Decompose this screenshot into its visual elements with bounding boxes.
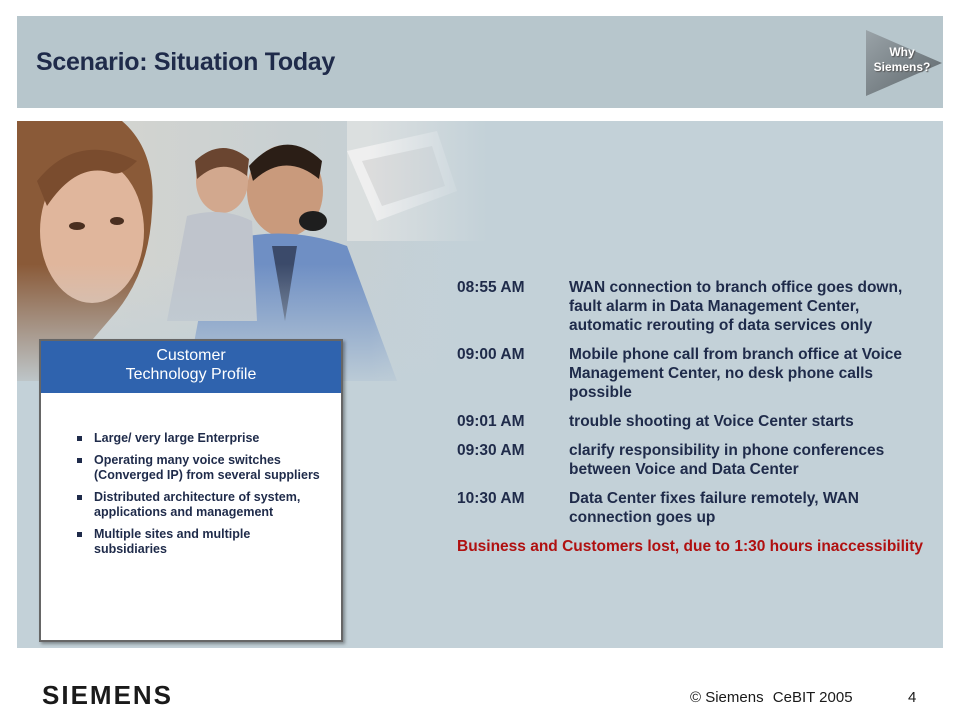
timeline-text: Mobile phone call from branch office at Voice Management Center, no desk phone calls possible bbox=[569, 346, 903, 401]
timeline-conclusion: Business and Customers lost, due to 1:30 hours inaccessibility bbox=[457, 538, 923, 555]
timeline-time: 09:01 AM bbox=[457, 413, 525, 430]
customer-profile-box bbox=[39, 339, 343, 642]
why-siemens-button[interactable] bbox=[862, 28, 944, 98]
profile-heading: Customer Technology Profile bbox=[41, 341, 341, 393]
timeline-entry bbox=[457, 489, 927, 527]
timeline-text: Data Center fixes failure remotely, WAN connection goes up bbox=[569, 490, 859, 526]
timeline-text: clarify responsibility in phone conferences between Voice and Data Center bbox=[569, 442, 885, 478]
footer-text bbox=[690, 689, 858, 706]
profile-item: Multiple sites and multiple subsidiaries bbox=[77, 527, 321, 557]
timeline-entry bbox=[457, 412, 927, 431]
timeline-entry bbox=[457, 441, 927, 479]
profile-list bbox=[41, 393, 341, 557]
timeline-time: 10:30 AM bbox=[457, 490, 525, 507]
profile-item: Distributed architecture of system, applications and management bbox=[77, 490, 321, 520]
event-name: CeBIT 2005 bbox=[772, 689, 853, 706]
timeline-entry bbox=[457, 345, 927, 402]
timeline-text: WAN connection to branch office goes down, fault alarm in Data Management Center, automatic rerouting of data services only bbox=[569, 279, 903, 334]
slide-title: Scenario: Situation Today bbox=[36, 48, 336, 76]
why-siemens-label: Why Siemens? bbox=[873, 45, 931, 74]
siemens-logo: SIEMENS bbox=[42, 680, 174, 710]
page-number: 4 bbox=[908, 689, 917, 706]
timeline-time: 08:55 AM bbox=[457, 279, 525, 296]
timeline-entry bbox=[457, 278, 927, 335]
timeline-time: 09:00 AM bbox=[457, 346, 525, 363]
copyright: © Siemens bbox=[690, 689, 764, 706]
profile-item: Large/ very large Enterprise bbox=[77, 431, 321, 446]
timeline-text: trouble shooting at Voice Center starts bbox=[569, 413, 854, 430]
incident-timeline bbox=[457, 278, 927, 556]
timeline-time: 09:30 AM bbox=[457, 442, 525, 459]
profile-item: Operating many voice switches (Converged IP) from several suppliers bbox=[77, 453, 321, 483]
